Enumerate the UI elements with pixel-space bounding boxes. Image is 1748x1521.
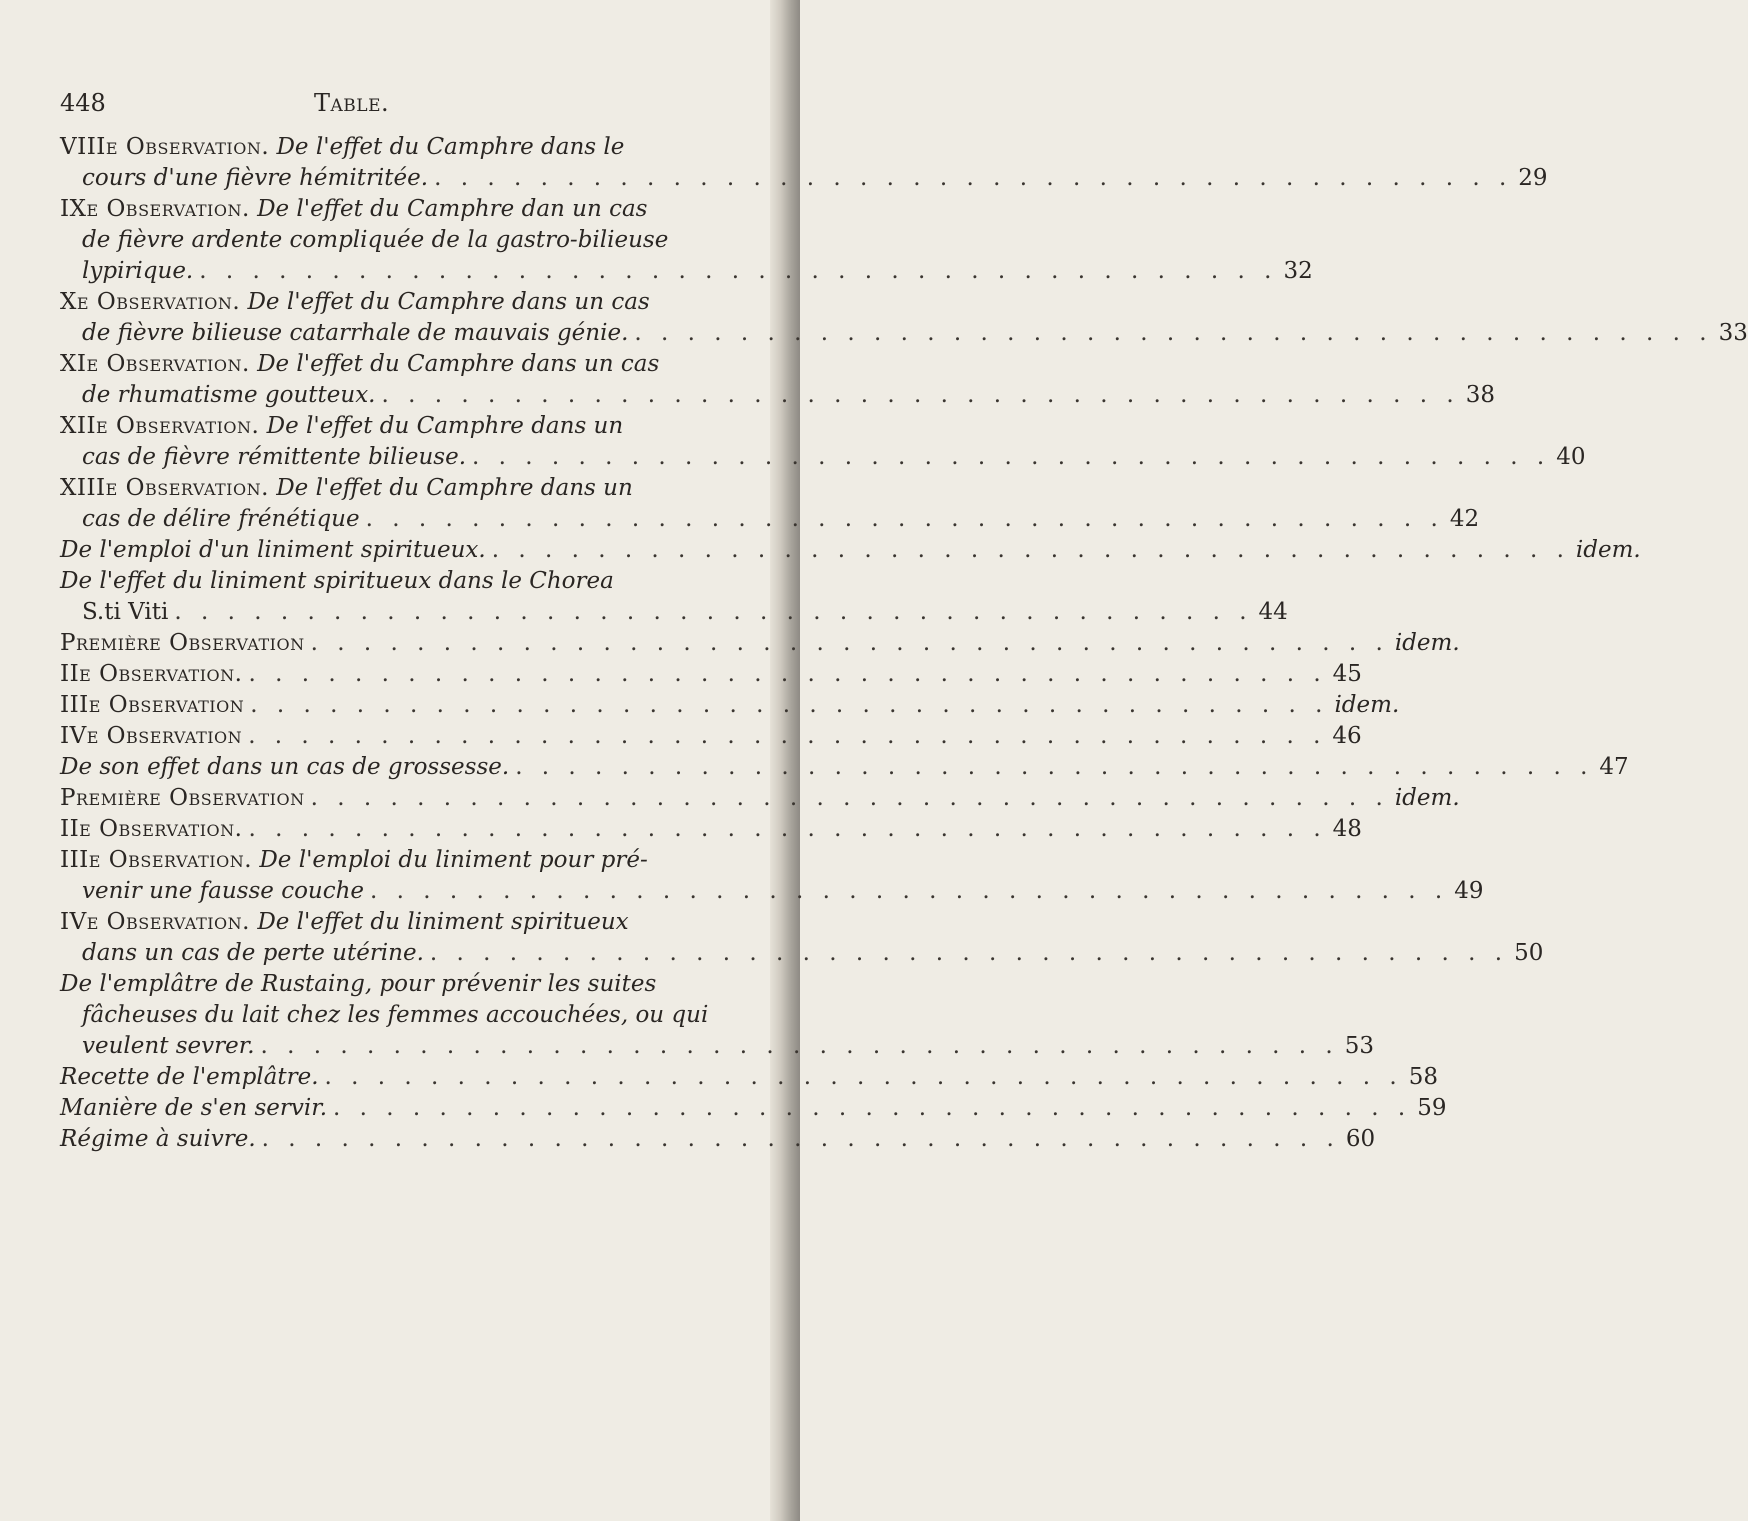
- page-ref: 29: [1518, 165, 1548, 191]
- page-ref: 32: [1283, 258, 1313, 284]
- toc-entry: [60, 969, 1375, 1062]
- entry-text: venir une fausse couche: [82, 878, 365, 904]
- entry-text: veulent sevrer.: [82, 1033, 255, 1059]
- page-number: 448: [60, 89, 106, 117]
- entry-text: De l'effet du Camphre dans un: [276, 475, 633, 501]
- entry-text: de fièvre bilieuse catarrhale de mauvais génie.: [82, 320, 629, 346]
- page-ref: idem.: [1394, 630, 1460, 656]
- entry-label: XIe Observation.: [60, 351, 250, 377]
- entry-text: Régime à suivre.: [60, 1126, 256, 1152]
- dot-leader: [248, 661, 1326, 687]
- entry-text: cours d'une fièvre hémitritée.: [82, 165, 429, 191]
- entry-text: cas de délire frénétique: [82, 506, 360, 532]
- dot-leader: [261, 1033, 1339, 1059]
- dot-leader: [430, 940, 1508, 966]
- toc-entry: [60, 473, 1480, 535]
- entry-text: de fièvre ardente compliquée de la gastro-bilieuse: [82, 227, 669, 253]
- toc-entry: [60, 1062, 1439, 1093]
- page-ref: idem.: [1334, 692, 1400, 718]
- dot-leader: [248, 816, 1326, 842]
- page-ref: 40: [1556, 444, 1586, 470]
- entry-text: De l'effet du Camphre dans le: [276, 134, 625, 160]
- dot-leader: [492, 537, 1570, 563]
- entry-label: IXe Observation.: [60, 196, 250, 222]
- entry-text: De son effet dans un cas de grossesse.: [60, 754, 510, 780]
- page-ref: 47: [1599, 754, 1629, 780]
- toc-entry: [60, 752, 1629, 783]
- entry-text: De l'effet du liniment spiritueux: [257, 909, 629, 935]
- entry-text: De l'effet du Camphre dans un: [266, 413, 624, 439]
- toc-entry: [60, 628, 1460, 659]
- dot-leader: [382, 382, 1460, 408]
- page-header: [60, 88, 768, 124]
- toc-entry: [60, 349, 1495, 411]
- running-title: Table.: [314, 89, 390, 117]
- entry-text: De l'emploi du liniment pour pré-: [259, 847, 648, 873]
- dot-leader: [174, 599, 1252, 625]
- toc-entry: [60, 287, 1748, 349]
- dot-leader: [370, 878, 1448, 904]
- entry-label: VIIIe Observation.: [60, 134, 270, 160]
- toc-entry: [60, 411, 1586, 473]
- entry-text: fâcheuses du lait chez les femmes accouchées, ou qui: [82, 1002, 709, 1028]
- entry-label: Première Observation: [60, 630, 305, 656]
- dot-leader: [311, 785, 1389, 811]
- toc-entry: [60, 690, 1400, 721]
- page-ref: 53: [1344, 1033, 1375, 1059]
- entry-text: cas de fièvre rémittente bilieuse.: [82, 444, 467, 470]
- toc-entry: [60, 814, 1362, 845]
- dot-leader: [325, 1064, 1403, 1090]
- entry-label: IIe Observation.: [60, 816, 243, 842]
- page-ref: 48: [1332, 816, 1362, 842]
- dot-leader: [250, 692, 1328, 718]
- dot-leader: [333, 1095, 1411, 1121]
- dot-leader: [248, 723, 1326, 749]
- dot-leader: [634, 320, 1712, 346]
- entry-label: XIIIe Observation.: [60, 475, 269, 501]
- toc-entry: [60, 659, 1362, 690]
- entry-label: XIIe Observation.: [60, 413, 260, 439]
- entry-text: De l'effet du Camphre dans un cas: [247, 289, 650, 315]
- entry-label: IIIe Observation.: [60, 847, 253, 873]
- entry-text: dans un cas de perte utérine.: [82, 940, 424, 966]
- entry-label: Xe Observation.: [60, 289, 241, 315]
- entry-text: S.ti Viti: [82, 599, 169, 625]
- toc-entry: [60, 907, 1544, 969]
- page-ref: 58: [1408, 1064, 1439, 1090]
- entry-text: de rhumatisme goutteux.: [82, 382, 376, 408]
- page-ref: idem.: [1394, 785, 1460, 811]
- dot-leader: [311, 630, 1389, 656]
- dot-leader: [434, 165, 1512, 191]
- page-ref: 33: [1718, 320, 1748, 346]
- page-ref: 49: [1454, 878, 1484, 904]
- entry-text: Recette de l'emplâtre.: [60, 1064, 319, 1090]
- entry-text: De l'emplâtre de Rustaing, pour prévenir les suites: [60, 971, 657, 997]
- entry-label: Première Observation: [60, 785, 305, 811]
- dot-leader: [262, 1126, 1340, 1152]
- toc-entry: [60, 132, 1548, 194]
- dot-leader: [199, 258, 1277, 284]
- toc-entry: [60, 783, 1460, 814]
- entry-text: Manière de s'en servir.: [60, 1095, 328, 1121]
- page-ref: 60: [1345, 1126, 1376, 1152]
- dot-leader: [366, 506, 1444, 532]
- entry-label: IIe Observation.: [60, 661, 243, 687]
- entry-label: IVe Observation: [60, 723, 243, 749]
- page-ref: 50: [1514, 940, 1544, 966]
- page-ref: idem.: [1575, 537, 1641, 563]
- entry-text: De l'effet du Camphre dans un cas: [257, 351, 660, 377]
- toc-entry: [60, 566, 1288, 628]
- table-of-contents: [60, 88, 1748, 1155]
- toc-entry: [60, 845, 1484, 907]
- page-ref: 44: [1258, 599, 1288, 625]
- entry-text: De l'effet du liniment spiritueux dans le Chorea: [60, 568, 614, 594]
- toc-entry: [60, 1124, 1376, 1155]
- entry-text: lypirique.: [82, 258, 194, 284]
- dot-leader: [472, 444, 1550, 470]
- toc-entry: [60, 535, 1641, 566]
- entry-label: IVe Observation.: [60, 909, 250, 935]
- toc-entry: [60, 721, 1362, 752]
- page-ref: 46: [1332, 723, 1362, 749]
- toc-entry: [60, 194, 1313, 287]
- entry-label: IIIe Observation: [60, 692, 245, 718]
- page-ref: 59: [1417, 1095, 1447, 1121]
- page-ref: 38: [1465, 382, 1495, 408]
- entry-text: De l'emploi d'un liniment spiritueux.: [60, 537, 486, 563]
- toc-entry: [60, 1093, 1447, 1124]
- dot-leader: [515, 754, 1593, 780]
- page-ref: 42: [1449, 506, 1480, 532]
- entry-text: De l'effet du Camphre dan un cas: [257, 196, 648, 222]
- page-ref: 45: [1332, 661, 1362, 687]
